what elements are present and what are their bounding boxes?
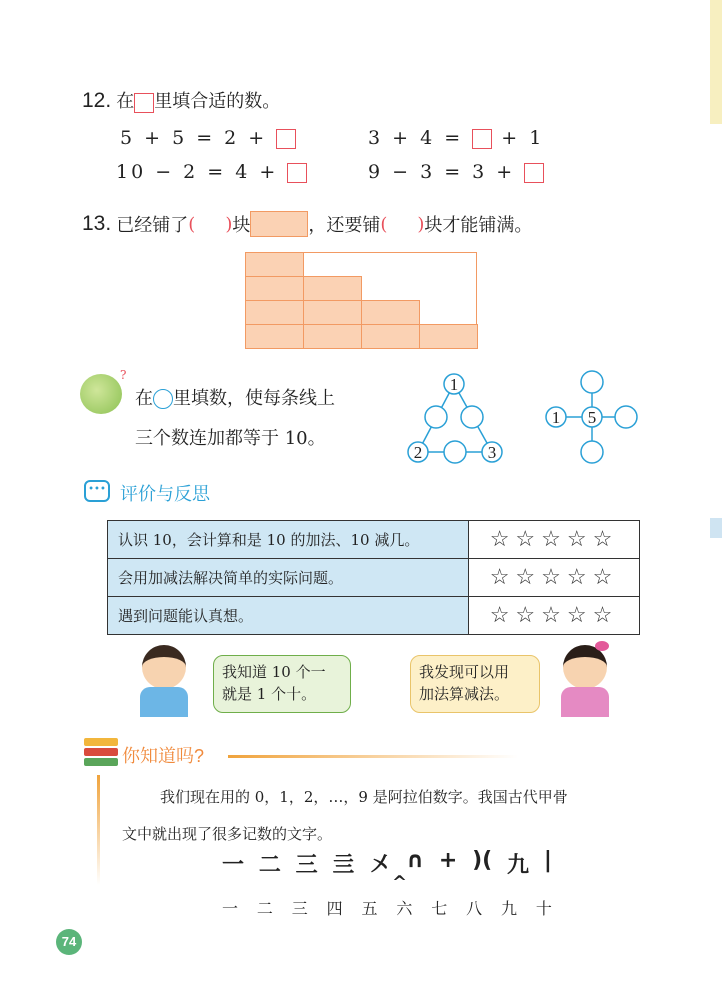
tile-sample (250, 211, 308, 237)
ancient-numeral: 九 (507, 853, 530, 878)
modern-numeral: 十 (535, 899, 552, 918)
ancient-numeral: | (543, 848, 552, 873)
paragraph-text: 我们现在用的 0，1，2，…，9 是阿拉伯数字。我国古代甲骨 (160, 788, 568, 806)
books-icon (84, 738, 118, 768)
question-mark-icon: ? (120, 368, 127, 382)
evaluation-table (107, 520, 640, 635)
answer-box[interactable] (524, 163, 544, 183)
girl-speech-bubble (410, 655, 540, 713)
answer-box[interactable] (472, 129, 492, 149)
tile-grid (245, 252, 477, 348)
instruction-text: ，还要铺 (308, 215, 381, 236)
boy-speech-bubble (213, 655, 351, 713)
equation-3 (116, 161, 307, 183)
paren: ) (225, 213, 233, 235)
puzzle-diagrams (400, 370, 650, 470)
table-row (108, 521, 640, 559)
tile (245, 324, 304, 349)
tile (303, 300, 362, 325)
page-number: 74 (56, 929, 82, 955)
equation-text: 10 − 2 = 4 + (116, 161, 279, 183)
table-row (108, 559, 640, 597)
instruction-text: 块 (232, 215, 251, 236)
triangle-circles (408, 371, 637, 463)
number-label: 1 (551, 408, 561, 427)
divider (228, 755, 518, 758)
section-title: 评价与反思 (120, 484, 210, 504)
instruction-text: 在 (116, 91, 135, 112)
girl-illustration (555, 645, 617, 717)
star-rating[interactable]: ☆☆☆☆☆ (469, 559, 640, 597)
circle-blank (461, 406, 483, 428)
ancient-numeral: ∩ (406, 848, 425, 873)
paren: ( (380, 213, 388, 235)
paren: ( (188, 213, 196, 235)
modern-numeral: 三 (291, 899, 308, 918)
oracle-numerals (222, 848, 552, 879)
circle-blank (425, 406, 447, 428)
instruction-text: 已经铺了 (116, 215, 189, 236)
circle-blank (581, 371, 603, 393)
equation-1 (120, 127, 296, 149)
ancient-numeral: 三 (295, 853, 318, 878)
six-caret: ^ (392, 872, 408, 893)
modern-numeral: 八 (466, 899, 483, 918)
paragraph-text: 文中就出现了很多记数的文字。 (122, 825, 333, 843)
ancient-numeral: 㐅 (369, 853, 392, 878)
tile (303, 276, 362, 301)
modern-numeral: 二 (256, 899, 273, 918)
number-label: 2 (413, 443, 423, 462)
modern-numeral: 七 (431, 899, 448, 918)
ancient-numeral: 一 (222, 853, 245, 878)
instruction-text: 里填合适的数。 (154, 91, 281, 112)
circle-blank (444, 441, 466, 463)
ancient-numeral: )( (472, 848, 493, 873)
equation-2 (368, 127, 544, 149)
bubble-text: 我发现可以用 (419, 663, 510, 681)
table-row (108, 597, 640, 635)
equation-text: 3 + 4 = (368, 127, 464, 149)
star-rating[interactable]: ☆☆☆☆☆ (469, 521, 640, 559)
equation-4 (368, 161, 544, 183)
circle-blank (581, 441, 603, 463)
ancient-numeral: 二 (258, 853, 281, 878)
circle-blank (615, 406, 637, 428)
q12-heading (82, 87, 280, 113)
row-label: 遇到问题能认真想。 (108, 597, 469, 635)
modern-numeral: 五 (361, 899, 378, 918)
equation-text: 5 + 5 = 2 + (120, 127, 268, 149)
number-label: 3 (487, 443, 497, 462)
tile (361, 300, 420, 325)
modern-numeral: 六 (396, 899, 413, 918)
puzzle-text: 在 (135, 388, 153, 409)
side-tab-yellow (710, 0, 722, 124)
section-title: 你知道吗? (122, 746, 205, 766)
puzzle-text-2: 三个数连加都等于 10。 (135, 428, 326, 449)
q13-heading (82, 211, 532, 237)
modern-numeral: 九 (501, 899, 518, 918)
puzzle-text: 里填数，使每条线上 (173, 388, 335, 409)
number-label: 1 (449, 375, 459, 394)
circle-icon (153, 389, 173, 409)
tile (245, 300, 304, 325)
boy-illustration (132, 645, 196, 717)
tile (419, 324, 478, 349)
question-number: 13. (82, 212, 112, 235)
tile (245, 276, 304, 301)
tile (361, 324, 420, 349)
row-label: 会用加减法解决简单的实际问题。 (108, 559, 469, 597)
modern-numerals (222, 896, 552, 919)
mascot-icon (80, 374, 122, 414)
chat-icon: ••• (84, 480, 110, 502)
row-label: 认识 10，会计算和是 10 的加法、10 减几。 (108, 521, 469, 559)
answer-box[interactable] (287, 163, 307, 183)
question-number: 12. (82, 89, 112, 112)
paren: ) (417, 213, 425, 235)
answer-box (134, 93, 154, 113)
answer-box[interactable] (276, 129, 296, 149)
modern-numeral: 四 (326, 899, 343, 918)
tile (303, 324, 362, 349)
tile (245, 252, 304, 277)
ancient-numeral: + (438, 848, 458, 873)
number-label: 5 (587, 408, 597, 427)
bubble-text: 就是 1 个十。 (222, 685, 317, 703)
modern-numeral: 一 (222, 899, 239, 918)
side-bar (97, 775, 100, 885)
ancient-numeral: 亖 (332, 853, 355, 878)
bubble-text: 加法算减法。 (419, 685, 510, 703)
puzzle-text-1 (135, 384, 335, 410)
side-tab-blue (710, 518, 722, 538)
instruction-text: 块才能铺满。 (424, 215, 533, 236)
equation-text: + 1 (501, 127, 545, 149)
bubble-text: 我知道 10 个一 (222, 663, 326, 681)
equation-text: 9 − 3 = 3 + (368, 161, 516, 183)
star-rating[interactable]: ☆☆☆☆☆ (469, 597, 640, 635)
